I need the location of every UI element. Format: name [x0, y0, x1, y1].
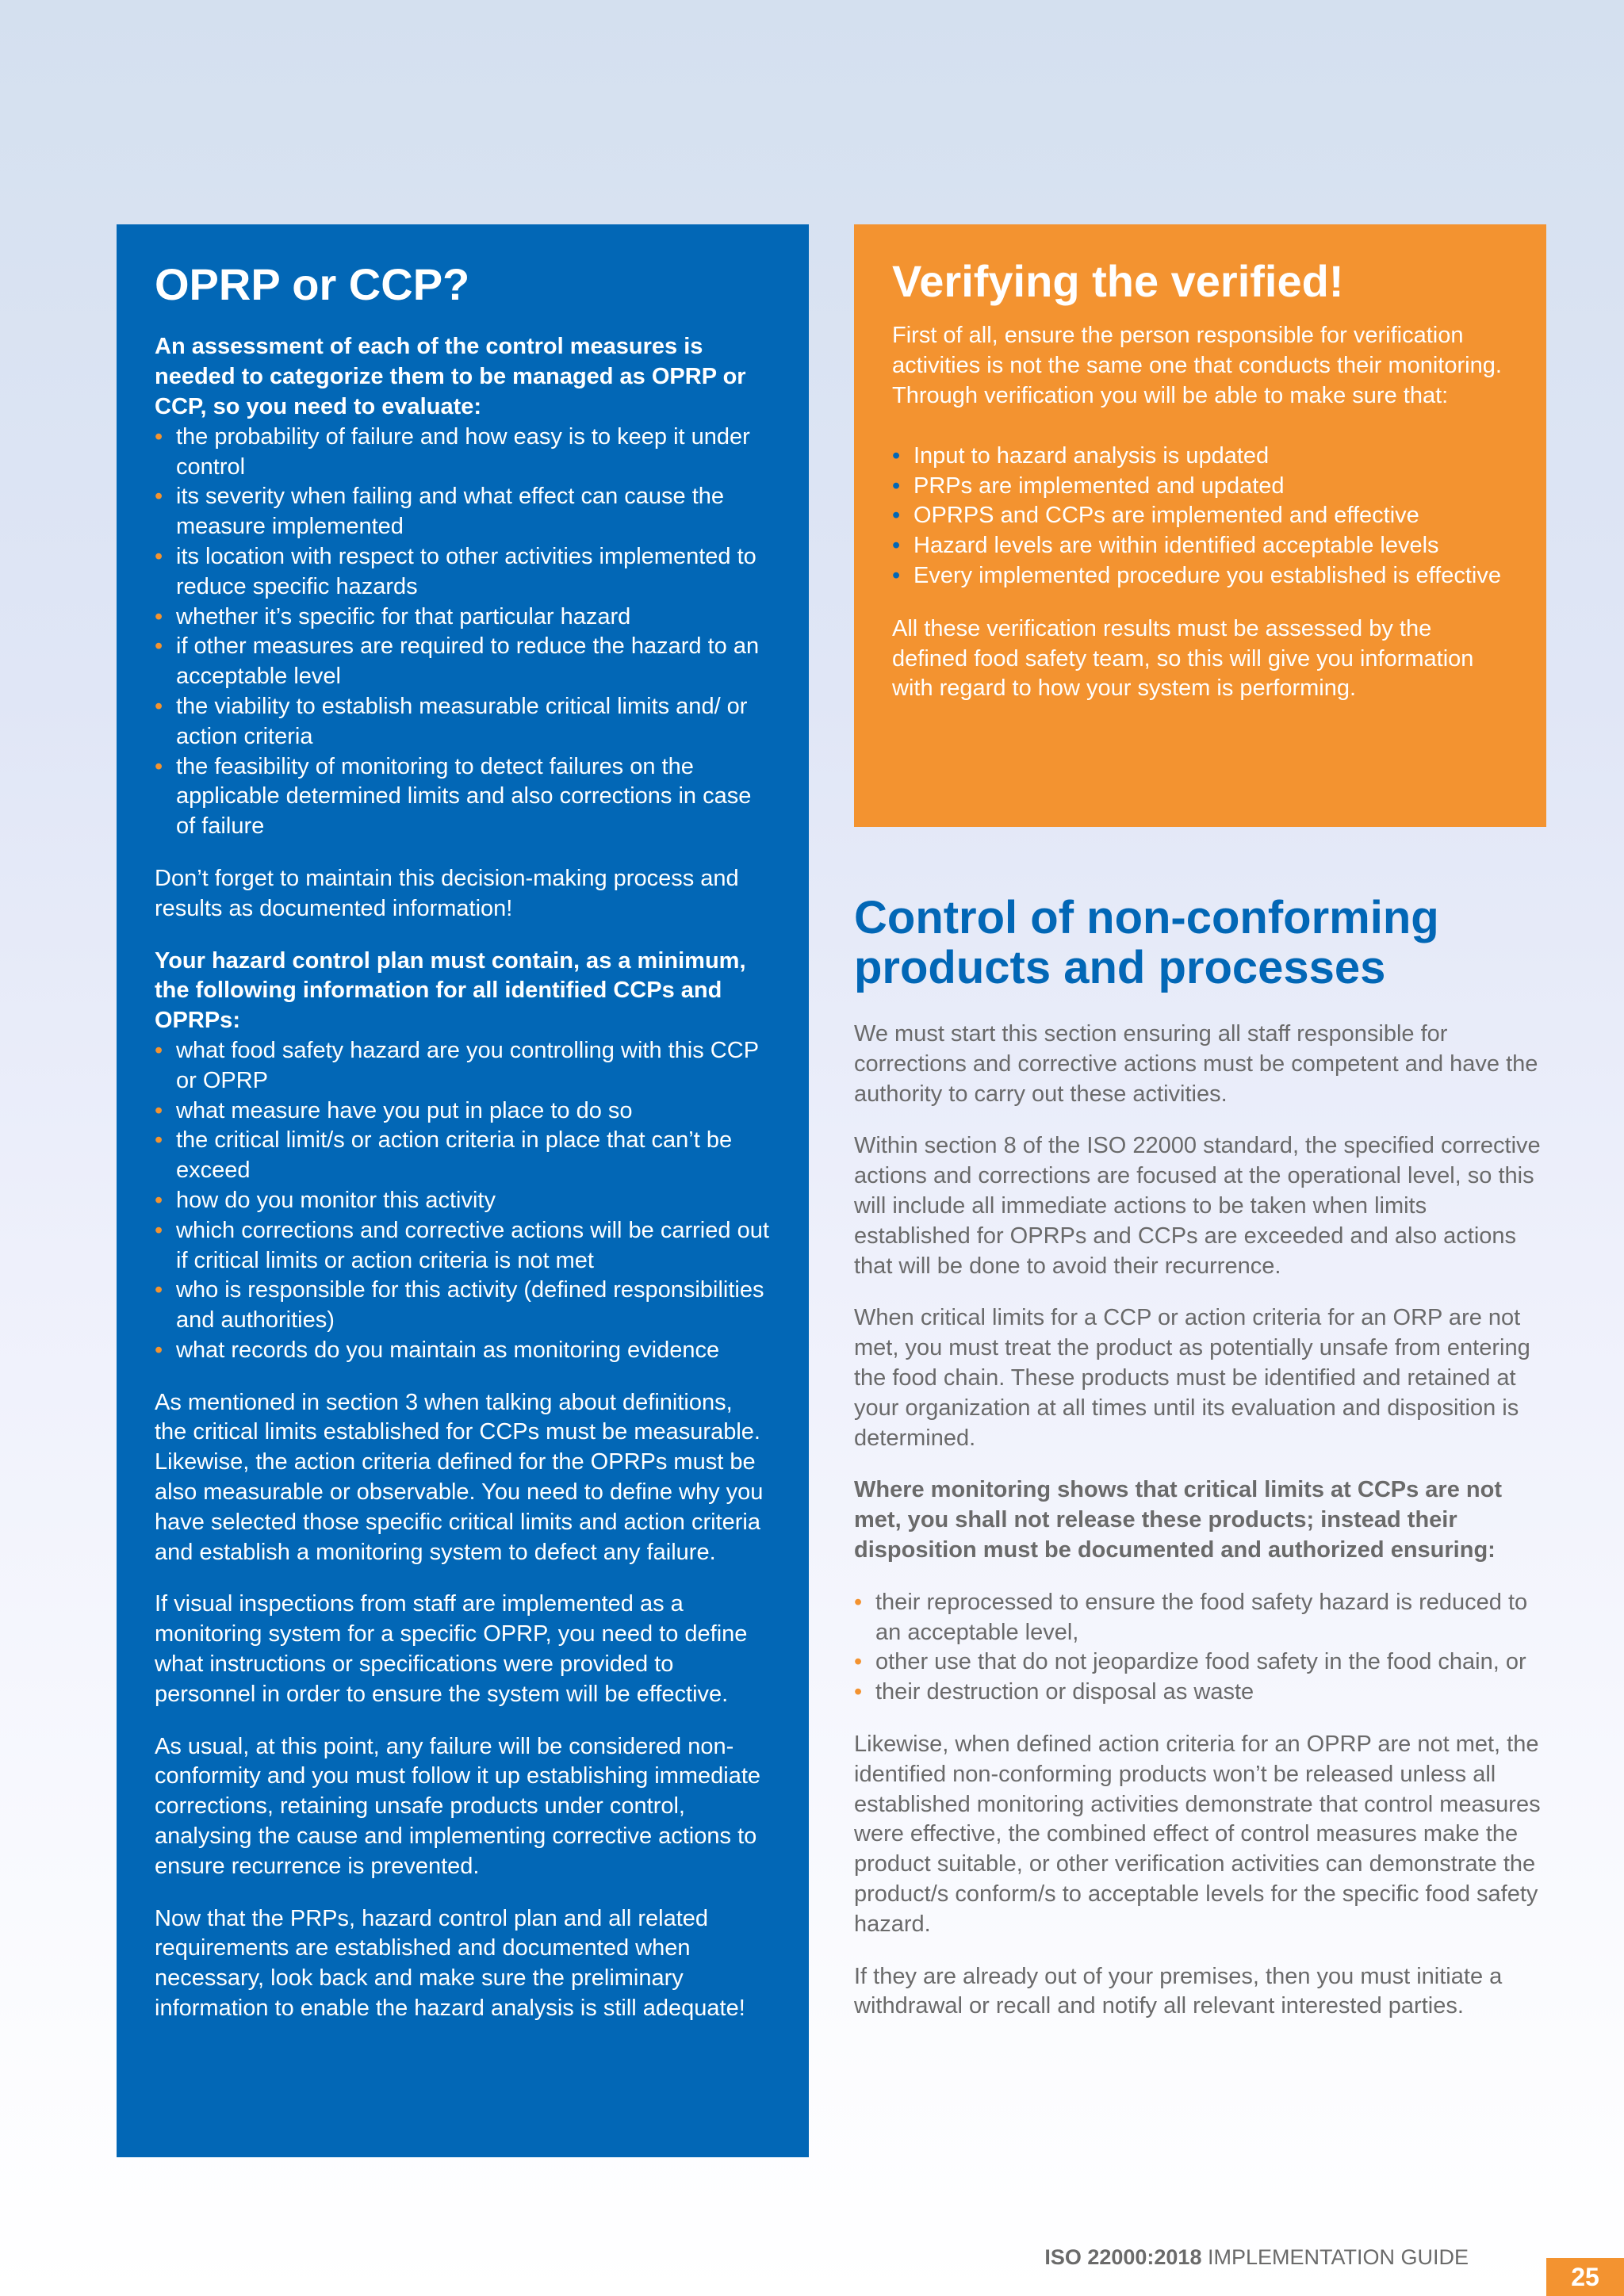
verification-panel-title: Verifying the verified!	[892, 256, 1344, 306]
hazard-plan-list	[155, 1036, 771, 1366]
disposition-list	[854, 1588, 1546, 1708]
list-item: • the viability to establish measurable critical limits and/ or action criteria	[155, 692, 771, 752]
list-item: • the feasibility of monitoring to detect failures on the applicable determined limits and also corrections in case of failure	[155, 752, 771, 842]
footer-guide: IMPLEMENTATION GUIDE	[1201, 2245, 1469, 2269]
hazard-plan-intro: Your hazard control plan must contain, as a minimum, the following information for all identified CCPs and OPRPs:	[155, 947, 746, 1034]
nonconforming-title: Control of non-conforming products and processes	[854, 892, 1439, 993]
recall-paragraph: If they are already out of your premises, then you must initiate a withdrawal or recall and notify all relevant interested parties.	[854, 1963, 1503, 2019]
visual-inspection-paragraph: If visual inspections from staff are implemented as a monitoring system for a specific OPRP, you need to define what instructions or specifications were provided to personnel in order to ensure the system will be effective.	[155, 1591, 748, 1707]
list-item: • which corrections and corrective actions will be carried out if critical limits or action criteria is not met	[155, 1216, 771, 1276]
list-item: • its location with respect to other activities implemented to reduce specific hazards	[155, 542, 771, 603]
list-item: • Input to hazard analysis is updated	[892, 442, 1508, 472]
non-conformity-paragraph: As usual, at this point, any failure will be considered non-conformity and you must follow it up establishing immediate corrections, retaining unsafe products under control, analysing the cause and implementing corrective actions to ensure recurrence is prevented.	[155, 1733, 761, 1879]
list-item: • what food safety hazard are you controlling with this CCP or OPRP	[155, 1036, 771, 1096]
list-item: • its severity when failing and what effect can cause the measure implemented	[155, 482, 771, 542]
page-number: 25	[1546, 2258, 1624, 2296]
oprp-panel-title: OPRP or CCP?	[155, 259, 470, 309]
list-item: • their reprocessed to ensure the food safety hazard is reduced to an acceptable level,	[854, 1588, 1546, 1648]
list-item: • the probability of failure and how easy is to keep it under control	[155, 423, 771, 483]
verification-intro: First of all, ensure the person responsible for verification activities is not the same one that conducts their monitoring. Through verification you will be able to make sure that:	[892, 323, 1502, 408]
list-item: • whether it’s specific for that particular hazard	[155, 603, 771, 633]
footer-standard: ISO 22000:2018	[1044, 2245, 1202, 2269]
look-back-paragraph: Now that the PRPs, hazard control plan and all related requirements are established and documented when necessary, look back and make sure the preliminary information to enable the hazard analysis is still adequate!	[155, 1905, 745, 2022]
list-item: • if other measures are required to reduce the hazard to an acceptable level	[155, 632, 771, 692]
unsafe-product-paragraph: When critical limits for a CCP or action criteria for an ORP are not met, you must treat the product as potentially unsafe from entering the food chain. These products must be identified and retained at your organization at all times until its evaluation and disposition is determined.	[854, 1305, 1530, 1451]
oprp-criteria-paragraph: Likewise, when defined action criteria for an OPRP are not met, the identified non-conforming products won’t be released unless all established monitoring activities demonstrate that control measures were effective, the combined effect of control measures make the product suitable, or other verification activities can demonstrate the product/s conform/s to acceptable levels for the specific food safety hazard.	[854, 1731, 1541, 1937]
oprp-intro: An assessment of each of the control measures is needed to categorize them to be managed as OPRP or CCP, so you need to evaluate:	[155, 334, 746, 419]
documented-info-reminder: Don’t forget to maintain this decision-making process and results as documented information!	[155, 865, 739, 921]
competence-paragraph: We must start this section ensuring all staff responsible for corrections and corrective actions must be competent and have the authority to carry out these activities.	[854, 1021, 1538, 1107]
footer-guide-title	[1044, 2245, 1469, 2270]
section-8-paragraph: Within section 8 of the ISO 22000 standard, the specified corrective actions and corrections are focused at the operational level, so this will include all immediate actions to be taken when limits established for OPRPs and CCPs are exceeded and also actions that will be done to avoid their recurrence.	[854, 1133, 1541, 1279]
nonconforming-section	[854, 888, 1546, 2044]
list-item: • what records do you maintain as monitoring evidence	[155, 1336, 771, 1366]
list-item: • PRPs are implemented and updated	[892, 472, 1508, 502]
list-item: • Every implemented procedure you established is effective	[892, 561, 1508, 591]
verification-closing: All these verification results must be assessed by the defined food safety team, so this will give you information with regard to how your system is performing.	[892, 615, 1474, 702]
list-item: • their destruction or disposal as waste	[854, 1678, 1546, 1708]
evaluate-list	[155, 423, 771, 842]
monitoring-bold-paragraph: Where monitoring shows that critical limits at CCPs are not met, you shall not release these products; instead their disposition must be documented and authorized ensuring:	[854, 1477, 1502, 1563]
oprp-or-ccp-panel	[117, 224, 809, 2157]
critical-limits-paragraph: As mentioned in section 3 when talking about definitions, the critical limits established for CCPs must be measurable. Likewise, the action criteria defined for the OPRPs must be also measurable or observable. You need to define why you have selected those specific critical limits and action criteria and establish a monitoring system to defect any failure.	[155, 1389, 764, 1565]
verification-list	[892, 442, 1508, 591]
list-item: • other use that do not jeopardize food safety in the food chain, or	[854, 1647, 1546, 1678]
list-item: • what measure have you put in place to do so	[155, 1096, 771, 1127]
list-item: • Hazard levels are within identified acceptable levels	[892, 531, 1508, 561]
list-item: • who is responsible for this activity (defined responsibilities and authorities)	[155, 1276, 771, 1336]
list-item: • the critical limit/s or action criteria in place that can’t be exceed	[155, 1126, 771, 1186]
list-item: • how do you monitor this activity	[155, 1186, 771, 1216]
list-item: • OPRPS and CCPs are implemented and effective	[892, 501, 1508, 531]
verification-panel	[854, 224, 1546, 827]
